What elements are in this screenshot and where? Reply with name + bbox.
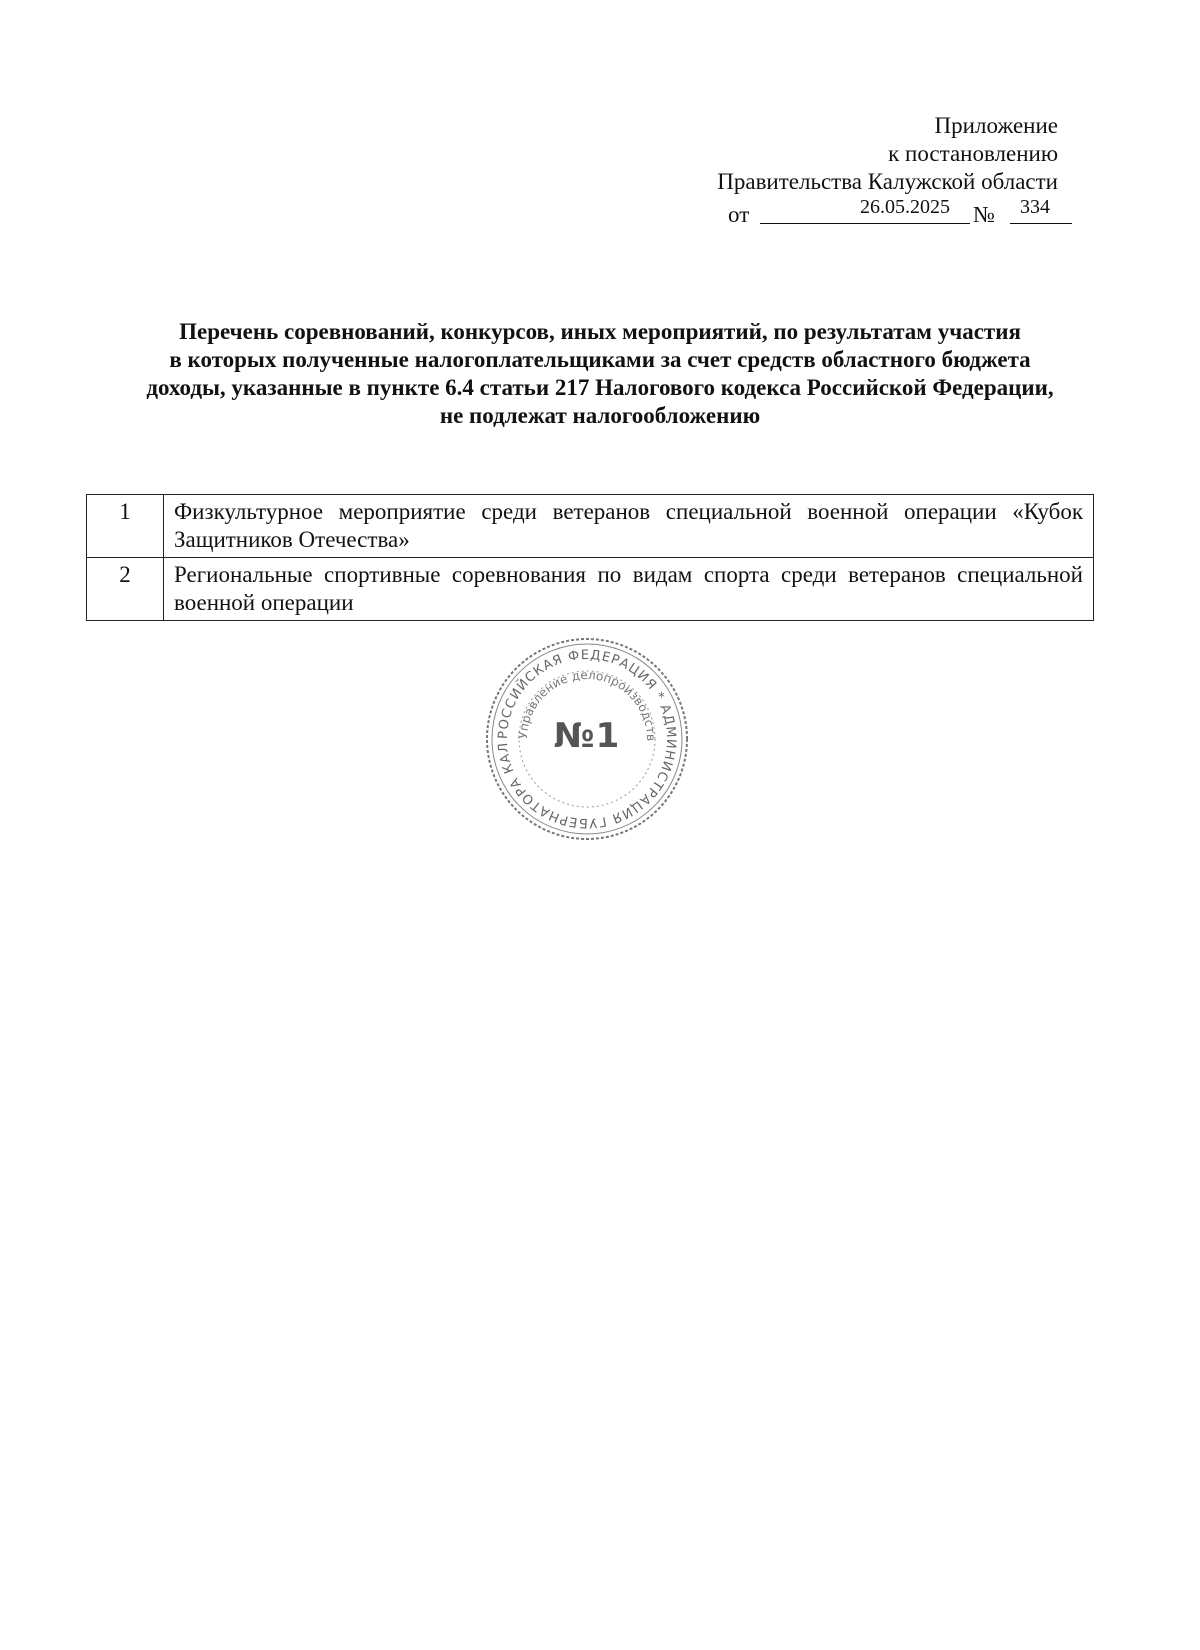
table-row bbox=[87, 558, 1094, 621]
appendix-line-government: Правительства Калужской области bbox=[717, 169, 1058, 194]
events-table bbox=[86, 494, 1094, 621]
document-title bbox=[60, 318, 1140, 430]
title-line-4: не подлежат налогообложению bbox=[439, 403, 761, 428]
resolution-date: 26.05.2025 bbox=[860, 196, 950, 218]
stamp-number: №1 bbox=[553, 716, 621, 756]
resolution-date-line bbox=[728, 196, 1068, 230]
number-prefix: № bbox=[973, 202, 995, 227]
stamp-ring-text: РОССИЙСКАЯ ФЕДЕРАЦИЯ * АДМИНИСТРАЦИЯ ГУБЕРНАТОРА КАЛ bbox=[495, 647, 679, 831]
appendix-line-resolution: к постановлению bbox=[888, 141, 1058, 166]
resolution-number: 334 bbox=[1020, 196, 1050, 218]
stamp-inner-text: Управление делопроизводств bbox=[515, 667, 659, 742]
row-text: Региональные спортивные соревнования по видам спорта среди ветеранов специальной военной операции bbox=[164, 558, 1094, 621]
title-line-3: доходы, указанные в пункте 6.4 статьи 217 Налогового кодекса Российской Федерации, bbox=[146, 375, 1054, 400]
date-prefix: от bbox=[728, 202, 750, 227]
appendix-title: Приложение bbox=[934, 113, 1058, 138]
table-row bbox=[87, 495, 1094, 558]
row-text: Физкультурное мероприятие среди ветеранов специальной военной операции «Кубок Защитников Отечества» bbox=[164, 495, 1094, 558]
appendix-header bbox=[638, 112, 1058, 196]
row-number: 2 bbox=[87, 558, 164, 621]
official-stamp bbox=[482, 634, 692, 844]
title-line-2: в которых полученные налогоплательщиками за счет средств областного бюджета bbox=[169, 347, 1031, 372]
row-number: 1 bbox=[87, 495, 164, 558]
title-line-1: Перечень соревнований, конкурсов, иных мероприятий, по результатам участия bbox=[179, 319, 1021, 344]
